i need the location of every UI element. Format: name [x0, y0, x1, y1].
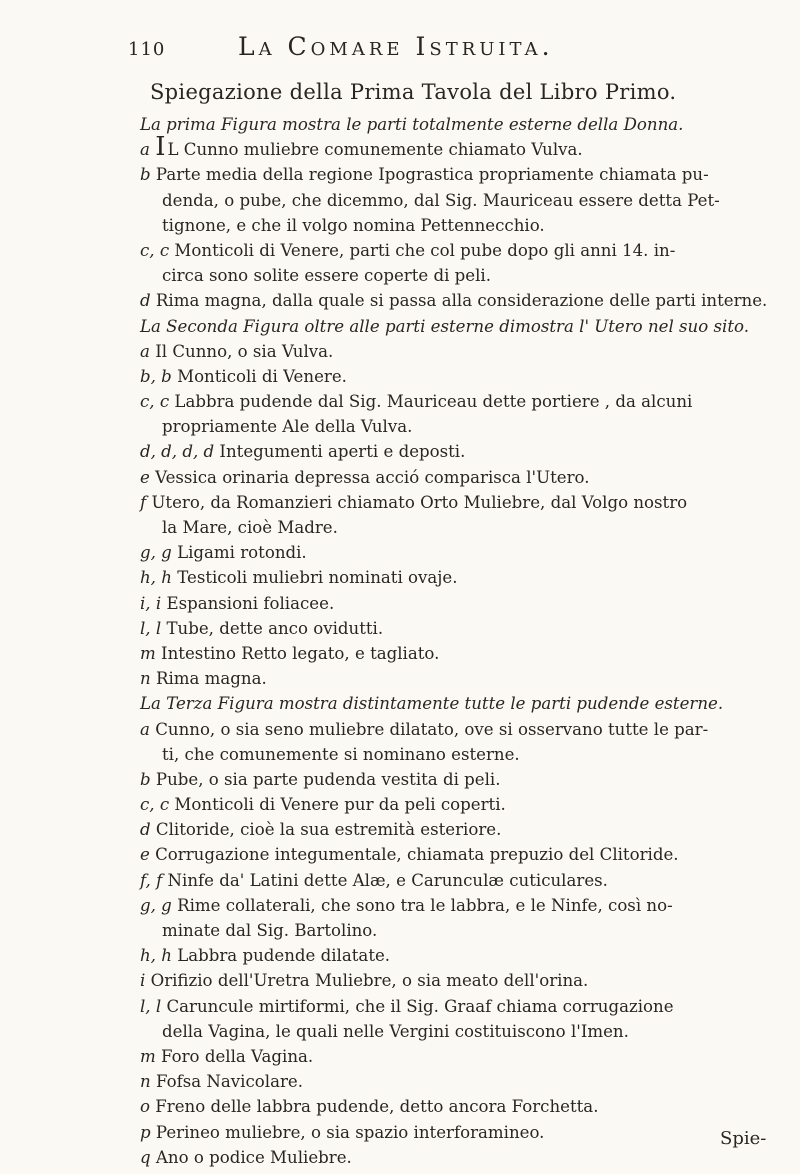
legend-letter: g, g: [140, 895, 172, 915]
legend-text: Freno delle labbra pudende, detto ancora Forchetta.: [155, 1097, 599, 1117]
legend-entry: [140, 565, 780, 590]
legend-letter: d: [140, 820, 151, 840]
legend-entry: [140, 1120, 780, 1145]
legend-letter: e: [140, 467, 150, 487]
legend-letter: i, i: [140, 593, 162, 613]
legend-text: Intestino Retto legato, e tagliato.: [161, 643, 440, 663]
legend-entry: [140, 339, 780, 364]
legend-entry: [140, 943, 780, 968]
legend-text: L Cunno muliebre comunemente chiamato Vulva.: [167, 140, 583, 160]
legend-letter: d, d, d, d: [140, 442, 215, 462]
legend-text: Utero, da Romanzieri chiamato Orto Muliebre, dal Volgo nostro: [151, 492, 688, 512]
section-heading: Spiegazione della Prima Tavola del Libro Primo.: [150, 80, 677, 104]
legend-text: Cunno, o sia seno muliebre dilatato, ove si osservano tutte le par-: [155, 719, 709, 739]
legend-letter: a: [140, 719, 150, 739]
legend-entry: [140, 162, 780, 187]
legend-entry: [140, 465, 780, 490]
legend-entry: [140, 540, 780, 565]
legend-entry: [140, 591, 780, 616]
legend-entry: [140, 641, 780, 666]
legend-text: Monticoli di Venere, parti che col pube dopo gli anni 14. in-: [174, 240, 676, 260]
legend-text: Labbra pudende dal Sig. Mauriceau dette portiere , da alcuni: [174, 392, 693, 412]
legend-entry: [140, 288, 780, 313]
legend-text: Monticoli di Venere.: [177, 366, 347, 386]
legend-letter: d: [140, 291, 151, 311]
legend-text: Ninfe da' Latini dette Alæ, e Carunculæ cuticulares.: [167, 870, 608, 890]
legend-letter: a: [140, 140, 150, 160]
legend-entry: [140, 893, 780, 918]
legend-letter: l, l: [140, 618, 162, 638]
legend-letter: b, b: [140, 366, 172, 386]
figure-heading: La Terza Figura mostra distintamente tutte le parti pudende esterne.: [140, 694, 724, 714]
legend-text: Monticoli di Venere pur da peli coperti.: [174, 795, 506, 815]
legend-entry: [140, 994, 780, 1019]
legend-entry: [140, 132, 780, 163]
legend-letter: f: [140, 492, 147, 512]
drop-cap: I: [155, 132, 166, 163]
legend-entry: [140, 1044, 780, 1069]
legend-entry: [140, 767, 780, 792]
legend-letter: h, h: [140, 568, 172, 588]
legend-entry: [140, 792, 780, 817]
legend-entry: [140, 1069, 780, 1094]
legend-entry: [140, 364, 780, 389]
legend-entry: [140, 968, 780, 993]
legend-text: Ligami rotondi.: [177, 543, 307, 563]
legend-letter: b: [140, 769, 151, 789]
legend-text: Testicoli muliebri nominati ovaje.: [177, 568, 458, 588]
legend-entry: [140, 439, 780, 464]
body-text: [140, 112, 780, 1170]
legend-letter: c, c: [140, 795, 170, 815]
legend-text: Caruncule mirtiformi, che il Sig. Graaf chiama corrugazione: [166, 996, 674, 1016]
legend-letter: n: [140, 669, 151, 689]
legend-letter: a: [140, 341, 150, 361]
running-head: [128, 32, 788, 61]
legend-continuation: circa sono solite essere coperte di peli.: [162, 266, 491, 286]
legend-letter: m: [140, 643, 156, 663]
legend-entry: [140, 717, 780, 742]
legend-text: Rima magna.: [155, 669, 267, 689]
legend-entry: [140, 666, 780, 691]
legend-letter: i: [140, 971, 146, 991]
figure-heading: La prima Figura mostra le parti totalmente esterne della Donna.: [140, 115, 684, 134]
running-title: La Comare Istruita.: [238, 32, 554, 61]
legend-letter: n: [140, 1072, 151, 1092]
legend-letter: p: [140, 1122, 151, 1142]
legend-text: Labbra pudende dilatate.: [177, 946, 391, 966]
legend-letter: f, f: [140, 870, 163, 890]
legend-letter: c, c: [140, 240, 170, 260]
legend-text: Il Cunno, o sia Vulva.: [155, 341, 334, 361]
legend-text: Foro della Vagina.: [161, 1046, 314, 1066]
catchword: Spie-: [720, 1128, 767, 1149]
legend-entry: [140, 1094, 780, 1119]
legend-text: Orifizio dell'Uretra Muliebre, o sia meato dell'orina.: [150, 971, 589, 991]
legend-entry: [140, 616, 780, 641]
legend-text: Espansioni foliacee.: [166, 593, 335, 613]
legend-text: Rima magna, dalla quale si passa alla considerazione delle parti interne.: [155, 291, 768, 311]
legend-continuation: ti, che comunemente si nominano esterne.: [162, 744, 520, 764]
legend-continuation: della Vagina, le quali nelle Vergini costituiscono l'Imen.: [162, 1021, 629, 1041]
legend-text: Ano o podice Muliebre.: [155, 1147, 352, 1167]
legend-continuation: denda, o pube, che dicemmo, dal Sig. Mauriceau essere detta Pet-: [162, 190, 720, 210]
legend-text: Clitoride, cioè la sua estremità esteriore.: [155, 820, 502, 840]
figure-heading: La Seconda Figura oltre alle parti esterne dimostra l' Utero nel suo sito.: [140, 316, 749, 336]
legend-entry: [140, 868, 780, 893]
legend-continuation: propriamente Ale della Vulva.: [162, 417, 413, 437]
legend-letter: b: [140, 165, 151, 185]
legend-continuation: minate dal Sig. Bartolino.: [162, 921, 378, 940]
legend-entry: [140, 817, 780, 842]
legend-letter: g, g: [140, 543, 172, 563]
legend-text: Pube, o sia parte pudenda vestita di peli.: [155, 769, 501, 789]
legend-text: Integumenti aperti e deposti.: [219, 442, 466, 462]
legend-letter: l, l: [140, 996, 162, 1016]
legend-text: Vessica orinaria depressa acció comparisca l'Utero.: [155, 467, 590, 487]
legend-text: Tube, dette anco ovidutti.: [166, 618, 384, 638]
legend-text: Parte media della regione Ipograstica propriamente chiamata pu-: [155, 165, 709, 185]
legend-entry: [140, 238, 780, 263]
page-number: 110: [128, 39, 166, 60]
legend-letter: h, h: [140, 946, 172, 966]
legend-entry: [140, 842, 780, 867]
legend-letter: q: [140, 1147, 151, 1167]
legend-letter: m: [140, 1046, 156, 1066]
legend-letter: e: [140, 845, 150, 865]
legend-text: Fofsa Navicolare.: [155, 1072, 303, 1092]
legend-entry: [140, 1145, 780, 1170]
legend-letter: o: [140, 1097, 150, 1117]
legend-continuation: la Mare, cioè Madre.: [162, 518, 338, 537]
legend-entry: [140, 389, 780, 414]
legend-text: Rime collaterali, che sono tra le labbra, e le Ninfe, così no-: [177, 895, 673, 915]
legend-continuation: tignone, e che il volgo nomina Pettennecchio.: [162, 215, 545, 235]
legend-entry: [140, 490, 780, 515]
legend-letter: c, c: [140, 392, 170, 412]
legend-text: Perineo muliebre, o sia spazio interforamineo.: [155, 1122, 545, 1142]
legend-text: Corrugazione integumentale, chiamata prepuzio del Clitoride.: [155, 845, 679, 865]
